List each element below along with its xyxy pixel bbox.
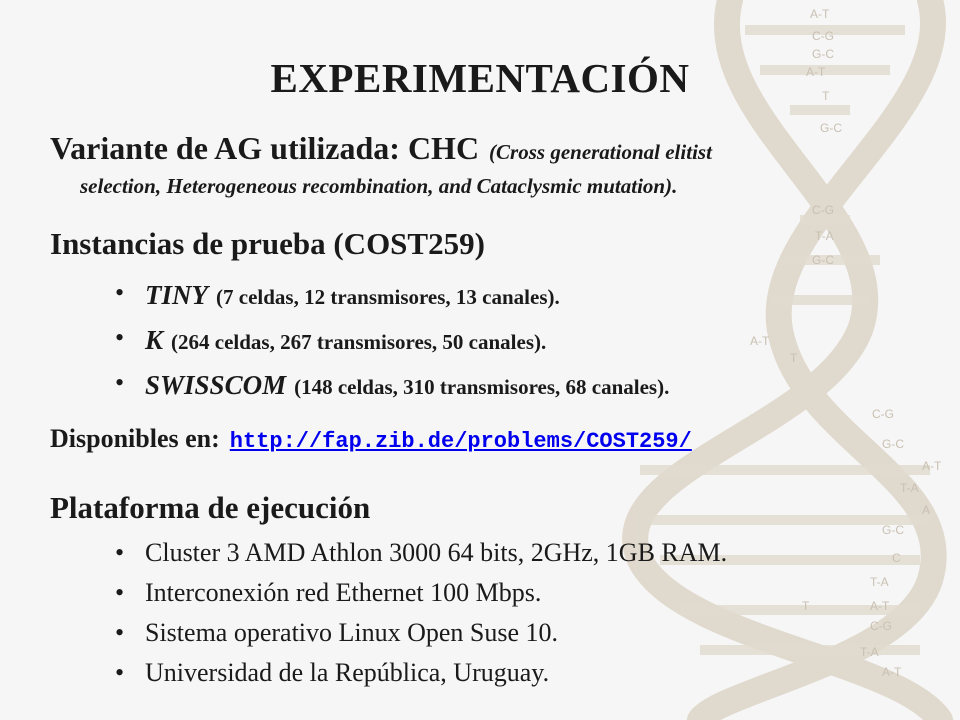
helix-base-label: G-C <box>812 47 834 61</box>
instance-detail: (264 celdas, 267 transmisores, 50 canales). <box>171 330 547 354</box>
helix-base-label: T <box>822 89 830 103</box>
helix-base-label: T-A <box>900 481 919 495</box>
bullet-icon: • <box>115 578 125 607</box>
helix-base-label: T <box>790 351 798 365</box>
bullet-icon: • <box>115 618 125 647</box>
instance-name: TINY <box>145 280 208 310</box>
helix-base-label: A-T <box>922 459 942 473</box>
helix-base-label: C-G <box>872 407 894 421</box>
bullet-icon: • <box>115 278 125 307</box>
instance-detail: (7 celdas, 12 transmisores, 13 canales). <box>216 285 560 309</box>
list-item <box>115 280 669 325</box>
helix-base-label: G-C <box>882 437 904 451</box>
variant-description-part2: selection, Heterogeneous recombination, and Cataclysmic mutation). <box>80 174 678 198</box>
helix-base-label: T-A <box>860 645 879 659</box>
helix-base-label: T-A <box>870 575 889 589</box>
helix-base-label: G-C <box>812 253 834 267</box>
bullet-icon: • <box>115 368 125 397</box>
instances-heading: Instancias de prueba (COST259) <box>50 226 485 261</box>
helix-base-label: A <box>922 503 931 517</box>
platform-list <box>115 538 727 698</box>
platform-item: Universidad de la República, Uruguay. <box>145 658 550 687</box>
helix-base-label: G-C <box>820 121 842 135</box>
slide-title: EXPERIMENTACIÓN <box>270 55 690 101</box>
helix-base-label: A-T <box>806 65 826 79</box>
helix-base-label: C <box>892 551 901 565</box>
platform-item: Cluster 3 AMD Athlon 3000 64 bits, 2GHz, 1GB RAM. <box>145 538 728 567</box>
instances-list <box>115 280 669 415</box>
list-item <box>115 618 727 658</box>
bullet-icon: • <box>115 538 125 567</box>
availability-label: Disponibles en: <box>50 424 220 453</box>
helix-base-label: T <box>802 599 810 613</box>
platform-item: Interconexión red Ethernet 100 Mbps. <box>145 578 542 607</box>
bullet-icon: • <box>115 323 125 352</box>
variant-name: CHC <box>407 130 480 166</box>
list-item <box>115 325 669 370</box>
variant-label: Variante de AG utilizada: <box>50 130 400 166</box>
cost259-link[interactable]: http://fap.zib.de/problems/COST259/ <box>229 429 692 454</box>
list-item <box>115 370 669 415</box>
availability-line <box>50 424 692 454</box>
helix-base-label: A-T <box>750 334 770 348</box>
variant-line <box>50 130 712 167</box>
list-item <box>115 658 727 698</box>
bullet-icon: • <box>115 658 125 687</box>
instance-detail: (148 celdas, 310 transmisores, 68 canales). <box>294 375 670 399</box>
helix-base-label: C-G <box>870 619 892 633</box>
platform-item: Sistema operativo Linux Open Suse 10. <box>145 618 559 647</box>
helix-base-label: A-T <box>870 599 890 613</box>
instance-name: SWISSCOM <box>145 370 287 400</box>
helix-base-label: C-G <box>812 203 834 217</box>
variant-description-part1: (Cross generational elitist <box>489 140 712 164</box>
list-item <box>115 578 727 618</box>
platform-heading: Plataforma de ejecución <box>50 490 371 525</box>
instance-name: K <box>145 325 164 355</box>
helix-base-label: A-T <box>882 665 902 679</box>
helix-base-label: T-A <box>815 229 834 243</box>
helix-base-label: A-T <box>810 7 830 21</box>
helix-base-label: G-C <box>882 523 904 537</box>
helix-base-label: C-G <box>812 29 834 43</box>
list-item <box>115 538 727 578</box>
